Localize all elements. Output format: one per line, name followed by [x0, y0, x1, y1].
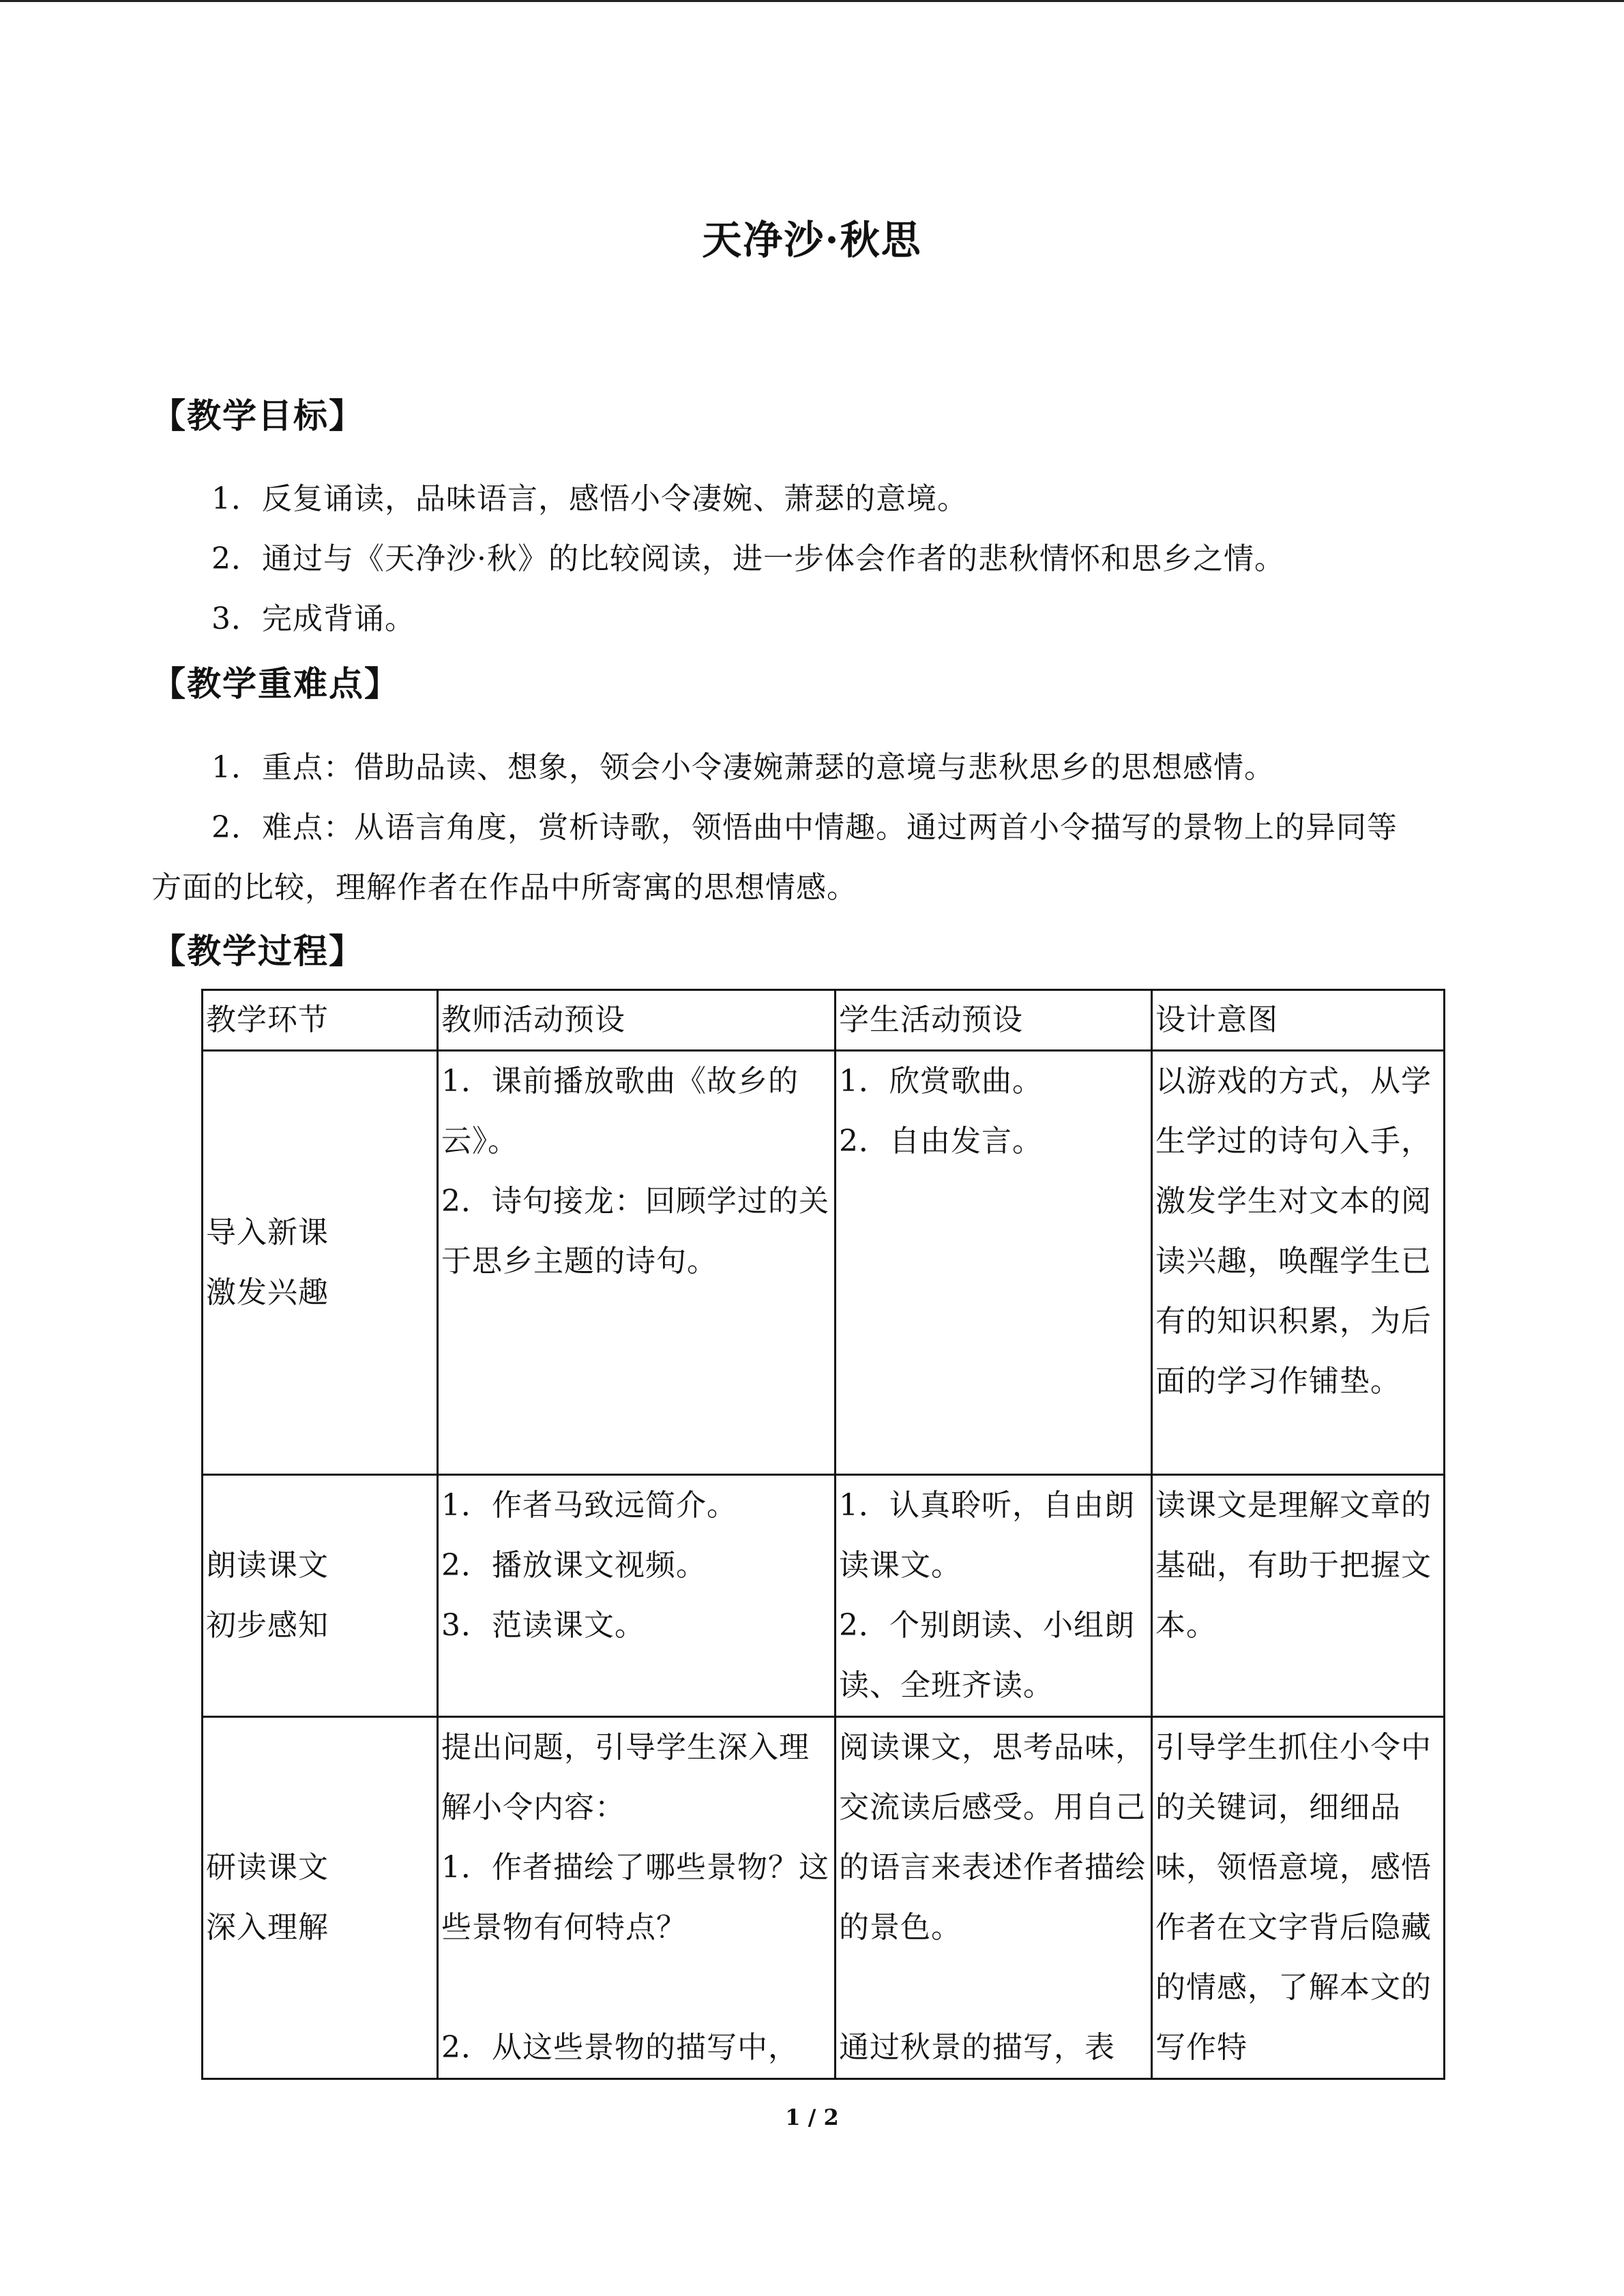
design-intent: 读课文是理解文章的基础，有助于把握文本。 [1155, 1488, 1432, 1643]
table-row [203, 1475, 1445, 1717]
teacher-activity-cell [438, 1717, 836, 2079]
blank-line [839, 1958, 1151, 2018]
stage-line: 导入新课 [206, 1214, 329, 1250]
teacher-activity: 2．诗句接龙：回顾学过的关于思乡主题的诗句。 [441, 1184, 829, 1279]
stage-cell [203, 1717, 438, 2079]
stage-cell [203, 1475, 438, 1717]
process-heading: 【教学过程】 [151, 931, 364, 971]
blank-line [441, 1958, 834, 2018]
column-header-teacher: 教师活动预设 [438, 990, 836, 1051]
design-intent-cell [1152, 1717, 1445, 2079]
teacher-activity-cell [438, 1051, 836, 1475]
student-activity: 1．认真聆听，自由朗读课文。 [839, 1488, 1135, 1583]
student-activity: 2．自由发言。 [839, 1124, 1043, 1159]
student-activity-cell [836, 1051, 1152, 1475]
stage-line: 激发兴趣 [206, 1274, 329, 1310]
key-points-heading: 【教学重难点】 [151, 664, 400, 704]
page-title: 天净沙·秋思 [702, 217, 922, 263]
page-number: 1 / 2 [785, 2104, 839, 2130]
column-header-intent: 设计意图 [1152, 990, 1445, 1051]
design-intent-cell [1152, 1051, 1445, 1475]
student-activity-cell [836, 1717, 1152, 2079]
student-activity: 通过秋景的描写，表 [839, 2030, 1115, 2065]
student-activity: 2．个别朗读、小组朗读、全班齐读。 [839, 1608, 1135, 1703]
column-header-student: 学生活动预设 [836, 990, 1152, 1051]
table-row [203, 1051, 1445, 1475]
stage-line: 深入理解 [206, 1910, 329, 1945]
teacher-activity: 1．课前播放歌曲《故乡的云》。 [441, 1064, 799, 1159]
teacher-activity: 提出问题，引导学生深入理解小令内容： [441, 1730, 810, 1825]
teacher-activity: 1．作者马致远简介。 [441, 1488, 737, 1523]
design-intent: 引导学生抓住小令中的关键词，细细品味，领悟意境，感悟作者在文字背后隐藏的情感，了解本文的写作特 [1155, 1730, 1432, 2065]
teaching-process-table [201, 989, 1445, 2080]
design-intent: 以游戏的方式，从学生学过的诗句入手，激发学生对文本的阅读兴趣，唤醒学生已有的知识积累，为后面的学习作铺垫。 [1155, 1064, 1432, 1399]
teacher-activity: 3．范读课文。 [441, 1608, 645, 1643]
teacher-activity: 2．从这些景物的描写中， [441, 2030, 799, 2065]
stage-line: 初步感知 [206, 1608, 329, 1643]
table-row [203, 1717, 1445, 2079]
column-header-stage: 教学环节 [203, 990, 438, 1051]
objectives-heading: 【教学目标】 [151, 396, 364, 436]
teacher-activity: 2．播放课文视频。 [441, 1548, 707, 1583]
stage-line: 朗读课文 [206, 1548, 329, 1583]
key-point-item: 1．重点：借助品读、想象，领会小令凄婉萧瑟的意境与悲秋思乡的思想感情。 [211, 750, 1275, 785]
key-point-item-continued: 方面的比较，理解作者在作品中所寄寓的思想情感。 [151, 870, 857, 905]
student-activity-cell [836, 1475, 1152, 1717]
student-activity: 1．欣赏歌曲。 [839, 1064, 1043, 1099]
teacher-activity: 1．作者描绘了哪些景物？这些景物有何特点？ [441, 1850, 829, 1945]
student-activity: 阅读课文，思考品味，交流读后感受。用自己的语言来表述作者描绘的景色。 [839, 1730, 1146, 1945]
design-intent-cell [1152, 1475, 1445, 1717]
page-top-border [0, 0, 1624, 2]
key-point-item: 2．难点：从语言角度，赏析诗歌，领悟曲中情趣。通过两首小令描写的景物上的异同等 [211, 810, 1398, 845]
objective-item: 2．通过与《天净沙·秋》的比较阅读，进一步体会作者的悲秋情怀和思乡之情。 [211, 541, 1285, 576]
teacher-activity-cell [438, 1475, 836, 1717]
stage-line: 研读课文 [206, 1850, 329, 1885]
objective-item: 1．反复诵读，品味语言，感悟小令凄婉、萧瑟的意境。 [211, 481, 968, 516]
table-header-row [203, 990, 1445, 1051]
objective-item: 3．完成背诵。 [211, 601, 415, 636]
stage-cell [203, 1051, 438, 1475]
